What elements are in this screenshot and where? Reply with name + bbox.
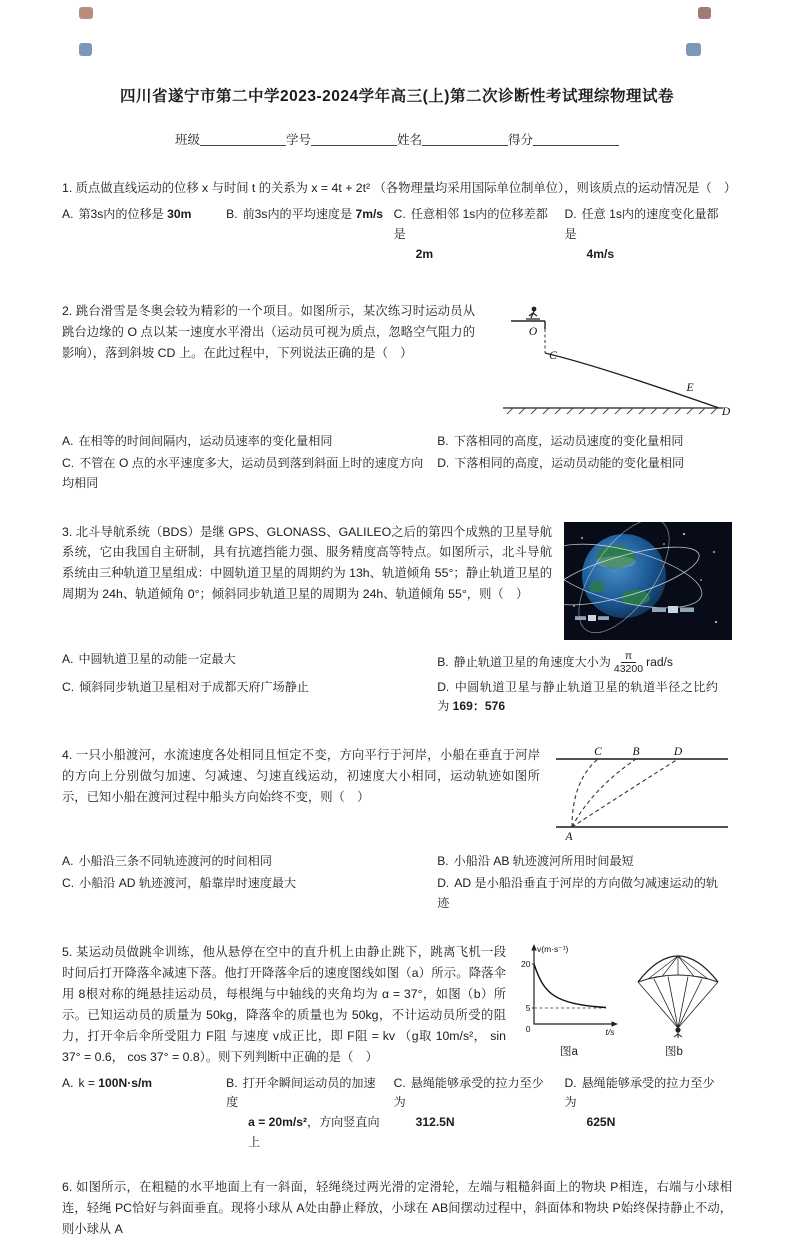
page-title: 四川省遂宁市第二中学2023-2024学年高三(上)第二次诊断性考试理综物理试卷 — [120, 88, 674, 105]
option-3b: B. 静止轨道卫星的角速度大小为 $\frac{\pi}{43200}$ rad/s — [437, 650, 673, 676]
parachute-diagram — [624, 942, 732, 1042]
river-crossing-diagram — [552, 745, 732, 841]
option-text: 第3s内的位移是 — [78, 206, 168, 221]
option-5c: C. 悬绳能够承受的拉力至少为 312.5N — [394, 1074, 565, 1154]
option-text: 任意 1s内的速度变化量都是 — [564, 206, 719, 241]
velocity-time-graph — [518, 942, 620, 1042]
watermark-icon — [686, 43, 701, 56]
option-text: AD 是小船沿垂直于河岸的方向做匀减速运动的轨迹 — [437, 876, 718, 911]
question-3-stem: 3. 北斗导航系统（BDS）是继 GPS、GLONASS、GALILEO之后的第四个成熟的卫星导航系统，它由我国自主研制，具有抗遮挡能力强、服务精度高等特点。如图所示，北斗导航系统由三种轨道卫星组成：中圆轨道卫星的周期约为 13h、轨道倾角 55°；静止轨道卫星的周期为 24h、轨道倾角 0°；倾斜同步轨道卫星的周期为 24h、轨道倾角 55°，则（ ） — [62, 524, 552, 602]
option-text: 打开伞瞬间运动员的加速度 — [226, 1075, 376, 1110]
slope-curve — [545, 353, 719, 408]
question-3 — [62, 522, 732, 718]
score-label: 得分 — [508, 133, 534, 147]
option-text: k = — [78, 1075, 99, 1090]
option-line2: 312.5N — [415, 1115, 455, 1130]
option-text: 前3s内的平均速度是 — [242, 206, 356, 221]
option-2d: D. 下落相同的高度，运动员动能的变化量相同 — [437, 455, 685, 470]
label-O: O — [528, 325, 538, 338]
option-label: A. — [62, 206, 74, 221]
option-value-line2: 4m/s — [586, 246, 615, 261]
name-label: 姓名 — [397, 133, 423, 147]
option-line2: 625N — [586, 1115, 616, 1130]
option-1d — [564, 205, 732, 265]
question-6-stem: 6. 如图所示，在粗糙的水平地面上有一斜面，轻绳绕过两光滑的定滑轮，左端与粗糙斜面上的物块 P相连，右端与小球相连，轻绳 PC恰好与斜面垂直。现将小球从 A处由静止释放，小球在 AB间摆动过程中，斜面体和物块 P始终保持静止不动，则小球从 A — [62, 1180, 732, 1237]
y-tick-5: 5 — [525, 1003, 531, 1014]
y-tick-20: 20 — [521, 959, 531, 970]
class-blank — [200, 132, 286, 146]
option-label: B. — [226, 206, 238, 221]
option-value-line2: 2m — [415, 246, 434, 261]
boat-trajectories — [572, 759, 678, 827]
satellite-earth-image — [564, 522, 732, 640]
option-text: 下落相同的高度，运动员速度的变化量相同 — [453, 433, 684, 448]
watermark-icon — [698, 7, 711, 19]
score-blank — [533, 132, 619, 146]
question-6 — [62, 1177, 732, 1240]
option-text: 悬绳能够承受的拉力至少为 — [393, 1075, 544, 1110]
question-1 — [62, 178, 737, 265]
option-value: 100N·s/m — [98, 1075, 153, 1090]
question-4-stem: 4. 一只小船渡河，水流速度各处相同且恒定不变，方向平行于河岸，小船在垂直于河岸的方向上分别做匀加速、匀减速、匀速直线运动，初速度大小相同，运动轨迹如图所示，已知小船在渡河过程中船头方向始终不变，则（ ） — [62, 748, 540, 805]
option-1b — [226, 205, 394, 265]
student-info-line — [62, 130, 732, 148]
watermark-icon — [79, 43, 92, 56]
question-4-options — [62, 852, 732, 914]
option-text: 倾斜同步轨道卫星相对于成都天府广场静止 — [79, 679, 309, 694]
question-2 — [62, 301, 732, 494]
option-text: 任意相邻 1s内的位移差都是 — [393, 206, 548, 241]
y-axis-arrow — [531, 944, 536, 951]
caption-figure-a: 图a — [560, 1046, 578, 1059]
option-2c: C. 不管在 O 点的水平速度多大，运动员到落到斜面上时的速度方向均相同 — [62, 455, 424, 490]
option-3d: D. 中圆轨道卫星与静止轨道卫星的轨道半径之比约为 169：576 — [437, 679, 718, 714]
skier-icon — [526, 306, 540, 318]
ground-hatching — [507, 408, 717, 414]
option-5a: A. k = 100N·s/m — [62, 1075, 153, 1090]
option-text: 中圆轨道卫星与静止轨道卫星的轨道半径之比约为 — [437, 679, 718, 714]
option-text: 下落相同的高度，运动员动能的变化量相同 — [454, 455, 685, 470]
option-line2: a = 20m/s²，方向竖直向上 — [248, 1115, 380, 1150]
label-D: D — [673, 746, 683, 759]
label-C: C — [594, 746, 602, 759]
origin-label: 0 — [525, 1024, 531, 1035]
option-text: 静止轨道卫星的角速度大小为 — [453, 655, 611, 670]
student-id-label: 学号 — [285, 133, 311, 147]
suspension-lines — [638, 977, 718, 1029]
beidou-satellite-figure — [564, 522, 732, 647]
option-3a: A. 中圆轨道卫星的动能一定最大 — [62, 652, 236, 667]
option-1c — [394, 205, 565, 265]
question-3-options — [62, 650, 732, 717]
option-text: 中圆轨道卫星的动能一定最大 — [78, 652, 236, 667]
figure-captions — [518, 1043, 732, 1063]
question-4 — [62, 745, 732, 914]
option-text: 不管在 O 点的水平速度多大，运动员到落到斜面上时的速度方向均相同 — [62, 455, 424, 490]
option-4d: D. AD 是小船沿垂直于河岸的方向做匀减速运动的轨迹 — [437, 876, 718, 911]
watermark-icon — [79, 7, 93, 19]
question-5-options — [62, 1074, 732, 1154]
option-3c: C. 倾斜同步轨道卫星相对于成都天府广场静止 — [62, 679, 309, 694]
student-id-blank — [311, 132, 397, 146]
option-4c: C. 小船沿 AD 轨迹渡河，船靠岸时速度最大 — [62, 876, 297, 891]
question-1-options — [62, 205, 732, 265]
ski-jump-figure — [487, 301, 732, 428]
river-crossing-figure — [552, 745, 732, 848]
option-unit: rad/s — [646, 655, 673, 670]
ski-jump-diagram — [487, 301, 732, 421]
question-2-stem: 2. 跳台滑雪是冬奥会较为精彩的一个项目。如图所示，某次练习时运动员从跳台边缘的 O 点以某一速度水平滑出（运动员可视为质点，忽略空气阻力的影响），落到斜坡 CD 上。在此过程中，下列说法正确的是（ ） — [62, 303, 475, 360]
jumper-body — [674, 1032, 682, 1038]
question-5 — [62, 942, 732, 1153]
option-4a: A. 小船沿三条不同轨迹渡河的时间相同 — [62, 854, 272, 869]
x-axis-arrow — [612, 1021, 619, 1026]
label-D: D — [721, 405, 731, 418]
question-1-stem: 1. 质点做直线运动的位移 x 与时间 t 的关系为 x = 4t + 2t² （各物理量均采用国际单位制单位），则该质点的运动情况是（ ） — [62, 181, 737, 195]
velocity-curve — [534, 964, 606, 1008]
parachute-figures — [518, 942, 732, 1063]
option-value: 169：576 — [452, 699, 506, 714]
canopy-gores — [648, 956, 708, 979]
option-text: 小船沿三条不同轨迹渡河的时间相同 — [78, 854, 272, 869]
question-2-options — [62, 432, 732, 494]
fraction: $\frac{\pi}{43200}$ — [613, 650, 644, 676]
option-text: 悬绳能够承受的拉力至少为 — [564, 1075, 715, 1110]
option-text: 在相等的时间间隔内，运动员速率的变化量相同 — [78, 433, 333, 448]
caption-figure-b: 图b — [665, 1046, 683, 1059]
option-1a — [62, 205, 226, 265]
option-4b: B. 小船沿 AB 轨迹渡河所用时间最短 — [437, 854, 634, 869]
option-value: 30m — [167, 206, 192, 221]
option-value: 7m/s — [355, 206, 384, 221]
name-blank — [422, 132, 508, 146]
option-label: C. — [393, 206, 406, 221]
canopy-bottom-edge — [638, 975, 718, 982]
option-5b: B. 打开伞瞬间运动员的加速度 a = 20m/s²，方向竖直向上 — [226, 1074, 394, 1154]
x-axis-label: t/s — [605, 1027, 615, 1038]
jumper-head — [675, 1028, 680, 1033]
label-B: B — [632, 746, 640, 759]
label-C: C — [549, 349, 557, 362]
earth — [582, 534, 666, 618]
class-label: 班级 — [174, 133, 200, 147]
option-label: D. — [564, 206, 577, 221]
option-2a: A. 在相等的时间间隔内，运动员速率的变化量相同 — [62, 433, 333, 448]
option-5d: D. 悬绳能够承受的拉力至少为 625N — [564, 1074, 732, 1154]
axes — [534, 948, 614, 1024]
label-A: A — [565, 831, 573, 842]
label-E: E — [686, 381, 694, 394]
option-2b: B. 下落相同的高度，运动员速度的变化量相同 — [437, 433, 684, 448]
option-text: 小船沿 AB 轨迹渡河所用时间最短 — [453, 854, 634, 869]
y-axis-label: v(m·s⁻¹) — [537, 944, 569, 955]
option-text: 小船沿 AD 轨迹渡河，船靠岸时速度最大 — [79, 876, 297, 891]
question-5-stem: 5. 某运动员做跳伞训练，他从悬停在空中的直升机上由静止跳下，跳离飞机一段时间后打开降落伞减速下落。他打开降落伞后的速度图线如图（a）所示。降落伞用 8根对称的绳悬挂运动员，每根绳与中轴线的夹角均为 α = 37°，如图（b）所示。已知运动员的质量为 50kg，降落伞的质量也为 50kg，不计运动员所受的阻力，打开伞后伞所受阻力 F阻 与速度 v成正比，即 F阻 = kv （g取 10m/s²， sin 37° = 0.6， cos 37° = 0.8）。则下列判断中正确的是（ ） — [62, 945, 506, 1064]
